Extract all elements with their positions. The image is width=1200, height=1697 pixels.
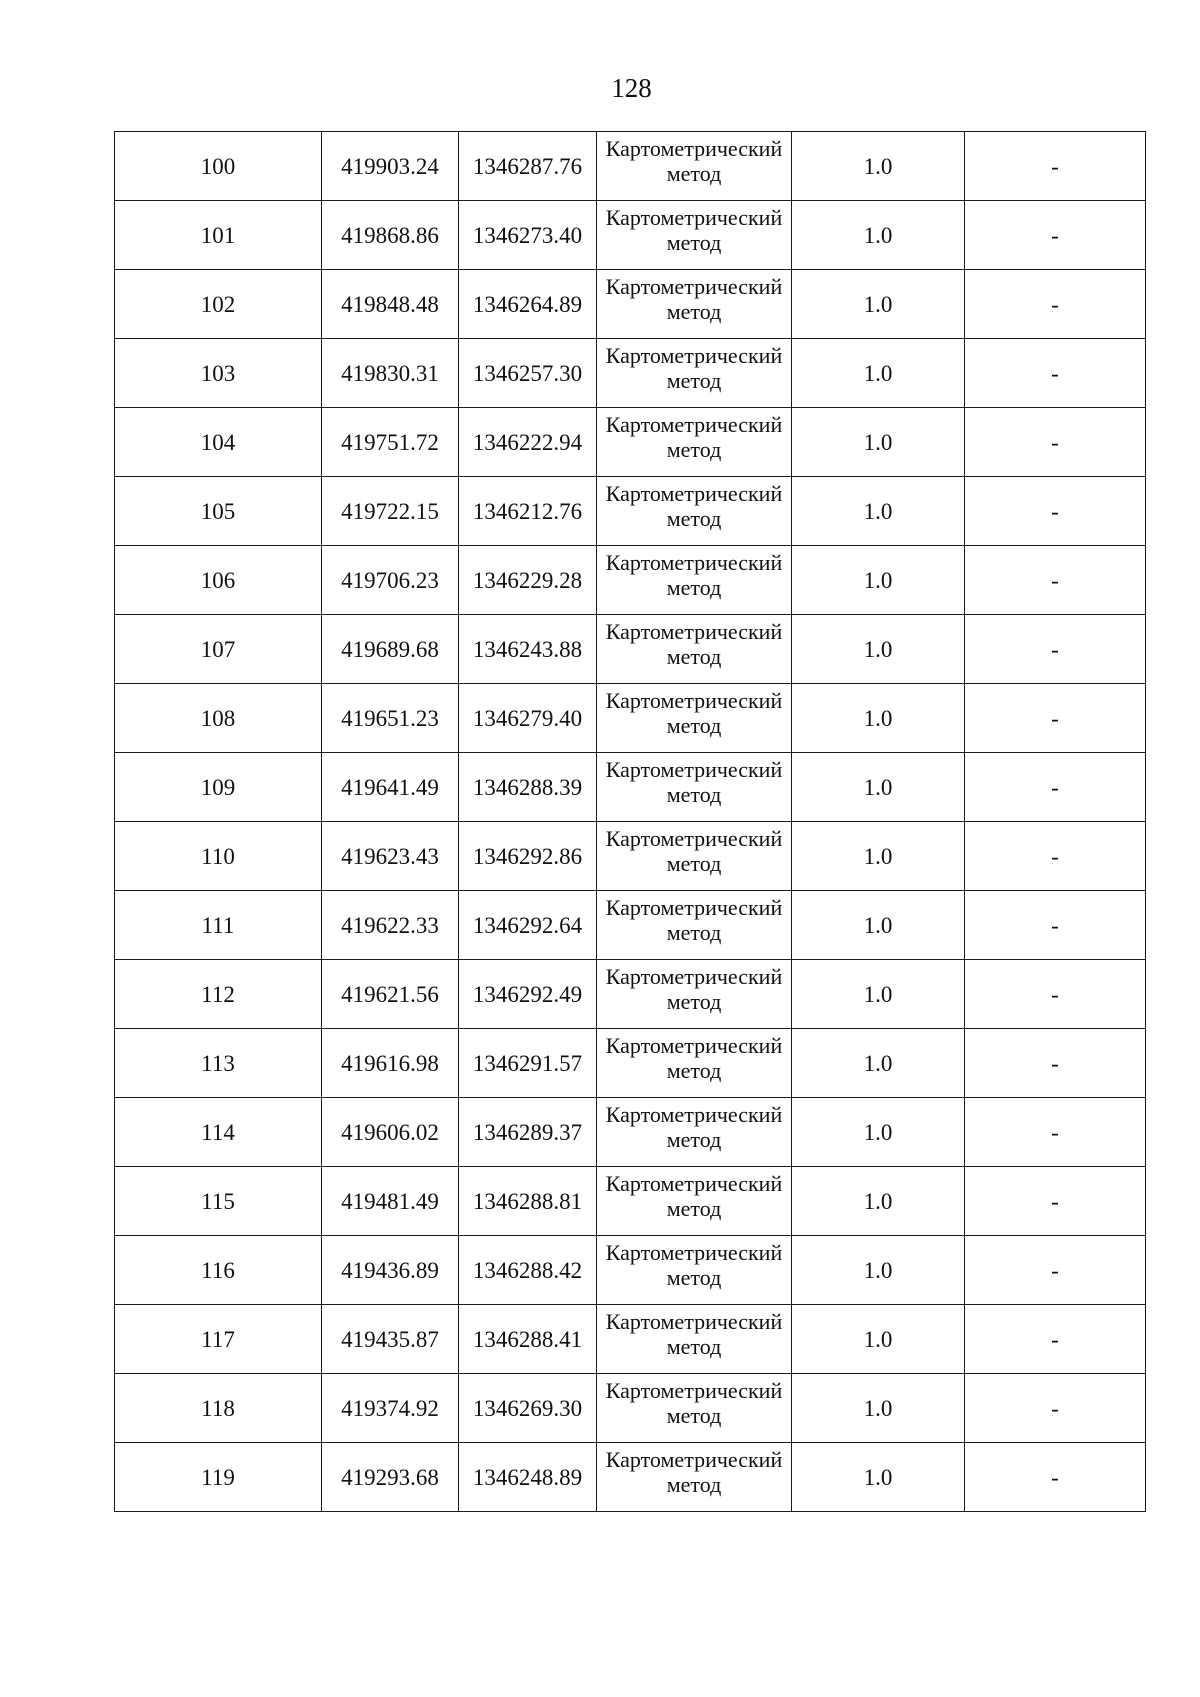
cell-description: -: [965, 822, 1146, 891]
cell-num: 103: [115, 339, 322, 408]
method-line-1: Картометрический: [605, 343, 783, 368]
cell-x: 419293.68: [322, 1443, 459, 1512]
table-row: [115, 753, 1146, 822]
cell-x: 419641.49: [322, 753, 459, 822]
cell-method: [597, 753, 792, 822]
cell-method: [597, 615, 792, 684]
cell-y: 1346288.41: [459, 1305, 597, 1374]
cell-x: 419436.89: [322, 1236, 459, 1305]
cell-num: 109: [115, 753, 322, 822]
table-row: [115, 1305, 1146, 1374]
cell-method: [597, 891, 792, 960]
cell-y: 1346222.94: [459, 408, 597, 477]
cell-method: [597, 270, 792, 339]
cell-y: 1346257.30: [459, 339, 597, 408]
cell-accuracy: 1.0: [792, 201, 965, 270]
method-line-1: Картометрический: [605, 274, 783, 299]
cell-accuracy: 1.0: [792, 1029, 965, 1098]
table-row: [115, 339, 1146, 408]
method-line-2: метод: [666, 230, 722, 255]
cell-num: 104: [115, 408, 322, 477]
method-line-2: метод: [666, 782, 722, 807]
cell-accuracy: 1.0: [792, 132, 965, 201]
cell-y: 1346292.64: [459, 891, 597, 960]
table-row: [115, 201, 1146, 270]
method-line-1: Картометрический: [605, 205, 783, 230]
cell-accuracy: 1.0: [792, 1167, 965, 1236]
cell-y: 1346288.42: [459, 1236, 597, 1305]
cell-num: 105: [115, 477, 322, 546]
cell-y: 1346292.86: [459, 822, 597, 891]
method-line-2: метод: [666, 161, 722, 186]
cell-method: [597, 1374, 792, 1443]
cell-x: 419751.72: [322, 408, 459, 477]
cell-method: [597, 408, 792, 477]
cell-num: 100: [115, 132, 322, 201]
cell-num: 115: [115, 1167, 322, 1236]
method-line-1: Картометрический: [605, 550, 783, 575]
cell-x: 419868.86: [322, 201, 459, 270]
cell-description: -: [965, 684, 1146, 753]
cell-description: -: [965, 1098, 1146, 1167]
cell-method: [597, 960, 792, 1029]
cell-num: 113: [115, 1029, 322, 1098]
cell-num: 117: [115, 1305, 322, 1374]
cell-x: 419435.87: [322, 1305, 459, 1374]
table-row: [115, 822, 1146, 891]
table-row: [115, 132, 1146, 201]
cell-y: 1346288.81: [459, 1167, 597, 1236]
cell-method: [597, 339, 792, 408]
method-line-2: метод: [666, 1196, 722, 1221]
cell-x: 419374.92: [322, 1374, 459, 1443]
cell-x: 419481.49: [322, 1167, 459, 1236]
cell-method: [597, 477, 792, 546]
cell-description: -: [965, 339, 1146, 408]
cell-accuracy: 1.0: [792, 615, 965, 684]
method-line-2: метод: [666, 713, 722, 738]
method-line-1: Картометрический: [605, 1171, 783, 1196]
cell-description: -: [965, 753, 1146, 822]
cell-method: [597, 1167, 792, 1236]
coordinates-table: [114, 131, 1146, 1512]
cell-num: 116: [115, 1236, 322, 1305]
method-line-1: Картометрический: [605, 619, 783, 644]
cell-description: -: [965, 1167, 1146, 1236]
method-line-1: Картометрический: [605, 1240, 783, 1265]
table-row: [115, 684, 1146, 753]
table-row: [115, 891, 1146, 960]
cell-y: 1346248.89: [459, 1443, 597, 1512]
method-line-2: метод: [666, 506, 722, 531]
cell-description: -: [965, 960, 1146, 1029]
table-row: [115, 1374, 1146, 1443]
cell-y: 1346279.40: [459, 684, 597, 753]
cell-num: 118: [115, 1374, 322, 1443]
cell-y: 1346212.76: [459, 477, 597, 546]
cell-description: -: [965, 1305, 1146, 1374]
table-row: [115, 960, 1146, 1029]
method-line-1: Картометрический: [605, 136, 783, 161]
table-row: [115, 1029, 1146, 1098]
cell-num: 114: [115, 1098, 322, 1167]
table-row: [115, 1443, 1146, 1512]
cell-method: [597, 1236, 792, 1305]
cell-method: [597, 546, 792, 615]
cell-y: 1346287.76: [459, 132, 597, 201]
cell-description: -: [965, 201, 1146, 270]
cell-accuracy: 1.0: [792, 822, 965, 891]
cell-accuracy: 1.0: [792, 891, 965, 960]
cell-description: -: [965, 1236, 1146, 1305]
cell-y: 1346243.88: [459, 615, 597, 684]
method-line-2: метод: [666, 575, 722, 600]
method-line-2: метод: [666, 437, 722, 462]
cell-accuracy: 1.0: [792, 477, 965, 546]
cell-description: -: [965, 1374, 1146, 1443]
page-number: 128: [611, 73, 652, 103]
cell-num: 107: [115, 615, 322, 684]
method-line-1: Картометрический: [605, 1309, 783, 1334]
table-row: [115, 477, 1146, 546]
cell-accuracy: 1.0: [792, 546, 965, 615]
table-body: [115, 132, 1146, 1512]
cell-accuracy: 1.0: [792, 1374, 965, 1443]
cell-accuracy: 1.0: [792, 270, 965, 339]
cell-y: 1346289.37: [459, 1098, 597, 1167]
cell-num: 102: [115, 270, 322, 339]
table-row: [115, 1098, 1146, 1167]
cell-y: 1346229.28: [459, 546, 597, 615]
method-line-2: метод: [666, 1403, 722, 1428]
cell-accuracy: 1.0: [792, 684, 965, 753]
method-line-2: метод: [666, 1265, 722, 1290]
cell-x: 419623.43: [322, 822, 459, 891]
cell-x: 419622.33: [322, 891, 459, 960]
method-line-2: метод: [666, 989, 722, 1014]
cell-x: 419722.15: [322, 477, 459, 546]
cell-method: [597, 1029, 792, 1098]
cell-description: -: [965, 270, 1146, 339]
table-row: [115, 546, 1146, 615]
cell-description: -: [965, 615, 1146, 684]
cell-accuracy: 1.0: [792, 753, 965, 822]
cell-description: -: [965, 891, 1146, 960]
cell-accuracy: 1.0: [792, 339, 965, 408]
cell-x: 419621.56: [322, 960, 459, 1029]
table-row: [115, 270, 1146, 339]
cell-description: -: [965, 132, 1146, 201]
cell-accuracy: 1.0: [792, 960, 965, 1029]
table-row: [115, 615, 1146, 684]
cell-method: [597, 1305, 792, 1374]
method-line-2: метод: [666, 644, 722, 669]
cell-description: -: [965, 1029, 1146, 1098]
cell-description: -: [965, 1443, 1146, 1512]
method-line-1: Картометрический: [605, 688, 783, 713]
cell-method: [597, 1443, 792, 1512]
cell-num: 119: [115, 1443, 322, 1512]
method-line-1: Картометрический: [605, 895, 783, 920]
cell-y: 1346273.40: [459, 201, 597, 270]
cell-y: 1346288.39: [459, 753, 597, 822]
method-line-2: метод: [666, 851, 722, 876]
cell-y: 1346291.57: [459, 1029, 597, 1098]
cell-accuracy: 1.0: [792, 1305, 965, 1374]
method-line-1: Картометрический: [605, 1102, 783, 1127]
method-line-2: метод: [666, 1058, 722, 1083]
cell-description: -: [965, 408, 1146, 477]
method-line-1: Картометрический: [605, 1378, 783, 1403]
cell-num: 111: [115, 891, 322, 960]
cell-accuracy: 1.0: [792, 408, 965, 477]
cell-num: 112: [115, 960, 322, 1029]
method-line-1: Картометрический: [605, 481, 783, 506]
cell-accuracy: 1.0: [792, 1443, 965, 1512]
cell-description: -: [965, 546, 1146, 615]
cell-method: [597, 684, 792, 753]
method-line-2: метод: [666, 368, 722, 393]
method-line-2: метод: [666, 1472, 722, 1497]
cell-x: 419830.31: [322, 339, 459, 408]
method-line-2: метод: [666, 1127, 722, 1152]
cell-method: [597, 1098, 792, 1167]
table-row: [115, 1167, 1146, 1236]
method-line-1: Картометрический: [605, 826, 783, 851]
cell-method: [597, 822, 792, 891]
method-line-2: метод: [666, 920, 722, 945]
cell-num: 101: [115, 201, 322, 270]
cell-x: 419903.24: [322, 132, 459, 201]
cell-method: [597, 201, 792, 270]
cell-accuracy: 1.0: [792, 1236, 965, 1305]
cell-accuracy: 1.0: [792, 1098, 965, 1167]
cell-x: 419706.23: [322, 546, 459, 615]
method-line-1: Картометрический: [605, 1033, 783, 1058]
cell-x: 419616.98: [322, 1029, 459, 1098]
cell-y: 1346292.49: [459, 960, 597, 1029]
cell-method: [597, 132, 792, 201]
cell-num: 108: [115, 684, 322, 753]
method-line-1: Картометрический: [605, 757, 783, 782]
cell-num: 110: [115, 822, 322, 891]
cell-y: 1346269.30: [459, 1374, 597, 1443]
table-row: [115, 1236, 1146, 1305]
cell-x: 419651.23: [322, 684, 459, 753]
cell-description: -: [965, 477, 1146, 546]
method-line-1: Картометрический: [605, 964, 783, 989]
cell-x: 419848.48: [322, 270, 459, 339]
table-row: [115, 408, 1146, 477]
method-line-2: метод: [666, 1334, 722, 1359]
cell-y: 1346264.89: [459, 270, 597, 339]
cell-num: 106: [115, 546, 322, 615]
cell-x: 419606.02: [322, 1098, 459, 1167]
method-line-1: Картометрический: [605, 1447, 783, 1472]
method-line-1: Картометрический: [605, 412, 783, 437]
cell-x: 419689.68: [322, 615, 459, 684]
method-line-2: метод: [666, 299, 722, 324]
